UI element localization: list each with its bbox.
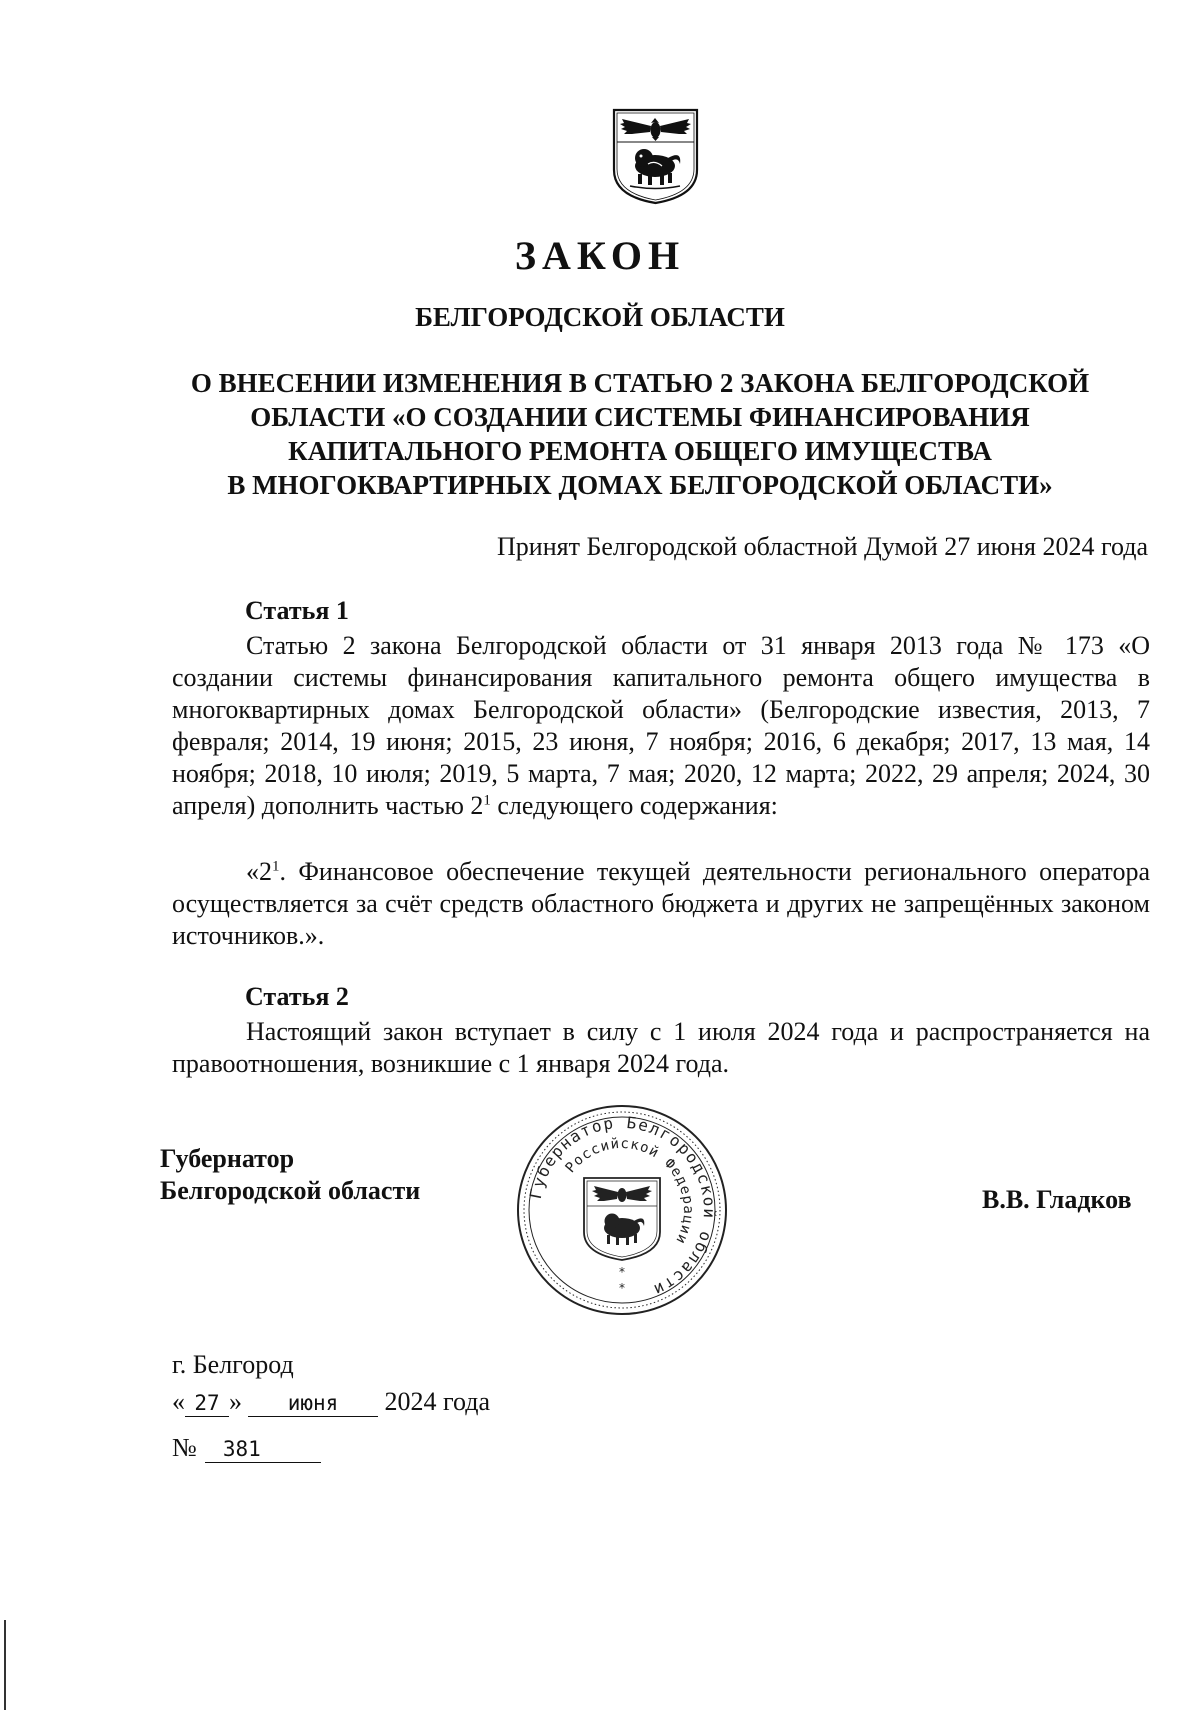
governor-title (160, 1143, 420, 1207)
article-1-paragraph-2 (172, 856, 1150, 952)
official-seal (512, 1100, 732, 1320)
article-2-heading: Статья 2 (245, 982, 349, 1011)
subject-line: О ВНЕСЕНИИ ИЗМЕНЕНИЯ В СТАТЬЮ 2 ЗАКОНА БЕЛГОРОДСКОЙ (190, 368, 1090, 398)
date-year: 2024 года (384, 1387, 491, 1416)
date-day: 27 (185, 1390, 229, 1417)
svg-text:*: * (619, 1265, 625, 1279)
place-of-signing: г. Белгород (172, 1350, 294, 1379)
quote-close: » (229, 1387, 242, 1416)
signing-date (172, 1387, 490, 1417)
law-subject (120, 366, 1160, 502)
adoption-note: Принят Белгородской областной Думой 27 июня 2024 года (497, 532, 1148, 561)
article-2-paragraph: Настоящий закон вступает в силу с 1 июля 2024 года и распространяется на правоотношения, возникшие с 1 января 2024 года. (172, 1017, 1150, 1078)
scan-margin-mark (4, 1620, 6, 1710)
quote-open: « (172, 1387, 185, 1416)
law-number: 381 (205, 1436, 321, 1463)
subject-line: КАПИТАЛЬНОГО РЕМОНТА ОБЩЕГО ИМУЩЕСТВА (288, 436, 992, 466)
subject-line: В МНОГОКВАРТИРНЫХ ДОМАХ БЕЛГОРОДСКОЙ ОБЛАСТИ» (227, 470, 1053, 500)
governor-title-line: Белгородской области (160, 1176, 421, 1205)
governor-name: В.В. Гладков (982, 1185, 1132, 1214)
governor-title-line: Губернатор (160, 1144, 295, 1173)
quoted-part-number: «2 (246, 857, 272, 886)
number-label: № (172, 1433, 197, 1462)
law-title: ЗАКОН (514, 233, 686, 278)
superscript: 1 (272, 858, 280, 875)
article-1-text: Статью 2 закона Белгородской области от 31 января 2013 года № 173 «О создании системы финансирования капитального ремонта общего имущества в многоквартирных домах Белгородской области» (Белгородские известия, 2013, 7 февраля; 2014, 19 июня; 2015, 23 июня, 7 ноября; 2016, 6 декабря; 2017, 13 мая, 14 ноября; 2018, 10 июля; 2019, 5 марта, 7 мая; 2020, 12 марта; 2022, 29 апреля; 2024, 30 апреля) дополнить частью 2 (172, 631, 1150, 820)
article-1-heading: Статья 1 (245, 596, 349, 625)
law-region: БЕЛГОРОДСКОЙ ОБЛАСТИ (415, 302, 785, 332)
coat-of-arms-emblem (608, 106, 703, 206)
article-1-paragraph-1 (172, 630, 1150, 822)
seal-inner-text: Российской Федерации (562, 1135, 697, 1248)
subject-line: ОБЛАСТИ «О СОЗДАНИИ СИСТЕМЫ ФИНАНСИРОВАНИЯ (250, 402, 1030, 432)
quoted-part-text: . Финансовое обеспечение текущей деятельности регионального оператора осуществляется за счёт средств областного бюджета и других не запрещённых законом источников.». (172, 857, 1150, 950)
seal-outer-text: Губернатор Белгородской области (525, 1112, 720, 1301)
svg-text:*: * (619, 1281, 625, 1295)
article-1-text-end: следующего содержания: (490, 791, 778, 820)
seal-emblem (584, 1178, 660, 1260)
date-month: июня (248, 1390, 378, 1417)
superscript: 1 (483, 792, 491, 809)
law-number-line (172, 1433, 321, 1463)
